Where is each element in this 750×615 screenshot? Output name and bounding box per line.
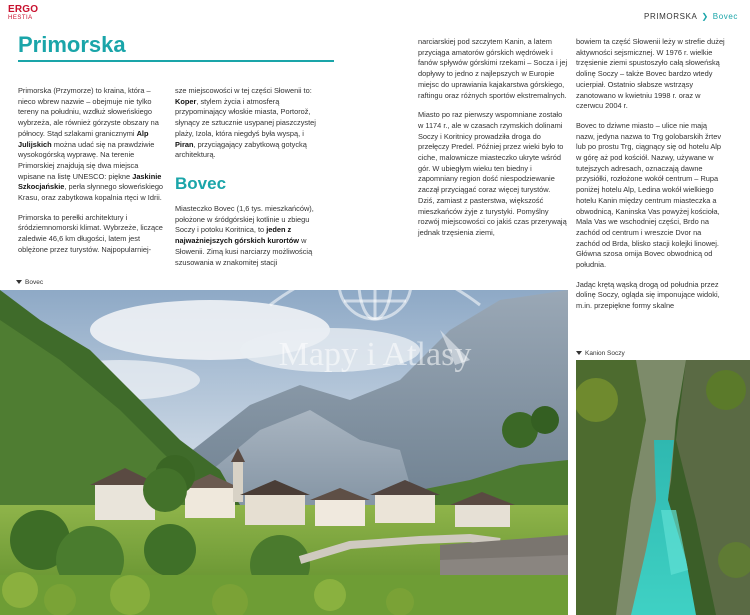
caret-down-icon xyxy=(576,351,582,355)
paragraph: Bovec to dziwne miasto – ulice nie mają nazw, jedyna nazwa to Trg golobarskih žrtev lub po prostu Trg, ciągnący się od hotelu Alp w górę aż pod kościół. Nazwy, używane w tutejszych adresach, oznaczają dawne przysiółki, rozłożone wokół centrum – Rupa poniżej hotelu Alp, Ledina wokół wielkiego hotelu Kanin między centrum miasteczka a obwodnicą, Kaninska Vas powyżej kościoła, Mala Vas we wschodniej części, Brdo na zachód od centrum i wreszcie Dvor na zachód od Brda, blisko stacji kolejki linowej. Główna szosa omija Bovec obwodnicą od południa. xyxy=(576,120,722,270)
kanion-soczy-photo xyxy=(576,360,750,615)
publisher-logo xyxy=(8,5,38,21)
paragraph: Jadąc krętą wąską drogą od południa przez dolinę Soczy, ogląda się imponujące widoki, m.in. przepiękne formy skalne xyxy=(576,279,720,311)
watermark-text: Mapy i Atlasy xyxy=(278,336,472,373)
text-column-3 xyxy=(418,37,568,248)
photo-caption-bovec: Bovec xyxy=(16,279,43,286)
paragraph: Miasto po raz pierwszy wspomniane zostało w 1174 r., ale w czasach rzymskich dolinami Soczy i Koritnicy prowadziła droga do przełęczy Predel. Później przez wieki było to ciche, malownicze miasteczko ukryte wśród gór. W ubiegłym wieku ten biedny i zapomniany region dość niespodziewanie zaczął przyciągać coraz więcej turystów. Dziś, zamiast z pasterstwa, większość mieszkańców żyje z turystyki. Pomyślny rozwój miejscowości co jakiś czas przerywają jednak trzęsienia ziemi, xyxy=(418,110,567,237)
text-column-1 xyxy=(18,86,165,265)
paragraph: narciarskiej pod szczytem Kanin, a latem przyciąga amatorów górskich wędrówek i fanów spływów górskimi rzekami – Socza i jej dopływy to jedno z najlepszych w Europie miejsc do uprawiania kajakarstwa górskiego, raftingu oraz różnych sportów ekstremalnych. xyxy=(418,37,568,100)
paragraph: Miasteczko Bovec (1,6 tys. mieszkańców), położone w śródgórskiej kotlinie u zbiegu Soczy i potoku Koritnica, to jeden z najważniejszych górskich kurortów w Słowenii. Zimą kusi narciarzy możliwością szusowania w znakomitej stacji xyxy=(175,204,314,267)
breadcrumb xyxy=(644,12,738,21)
logo-line-2: HESTIA xyxy=(8,15,33,21)
bovec-landscape-photo xyxy=(0,290,568,615)
page-title: Primorska xyxy=(18,32,126,57)
text-column-2 xyxy=(175,86,325,170)
logo-line-1: ERGO xyxy=(8,4,39,15)
breadcrumb-section: PRIMORSKA xyxy=(644,12,698,21)
paragraph: Primorska (Przymorze) to kraina, która – nieco wbrew nazwie – obejmuje nie tylko tereny na południu, wzdłuż słoweńskiego wybrzeża, ale również górzyste obszary na północy. Stąd szlakami granicznymi Alp Julijskich można udać się na prawdziwie wysokogórską wyprawę. Na terenie Primorskiej znajdują się dwa miejsca wpisane na listę UNESCO: piękne Jaskinie Szkocjańskie, perła słynnego słoweńskiego Krasu, oraz zabytkowa kopalnia rtęci w Idrii. xyxy=(18,86,164,203)
breadcrumb-current: Bovec xyxy=(712,12,738,21)
chevron-right-icon: ❯ xyxy=(701,12,709,21)
paragraph: sze miejscowości w tej części Słowenii to: Koper, stylem życia i atmosferą przypominający włoskie miasta, Portorož, słynący ze sztucznie usypanej piaszczystej plaży, Izola, która niegdyś była wyspą, i Piran, przyciągający zabytkową gotycką architekturą. xyxy=(175,86,316,160)
caret-down-icon xyxy=(16,280,22,284)
text-column-2b xyxy=(175,204,325,277)
text-column-4 xyxy=(576,37,726,321)
photo-caption-kanion: Kanion Soczy xyxy=(576,350,625,357)
title-underline xyxy=(18,60,334,62)
paragraph: Primorska to perełki architektury i śródziemnomorski klimat. Wybrzeże, liczące zaledwie 46,6 km długości, latem jest oblężone przez turystów. Najpopularniej- xyxy=(18,212,163,254)
section-heading: Bovec xyxy=(175,174,227,193)
paragraph: bowiem ta część Słowenii leży w strefie dużej aktywności sejsmicznej. W 1976 r. wielkie trzęsienie ziemi spustoszyło całą słoweńską dolinę Soczy – także Bovec bardzo wtedy ucierpiał. Ostatnio słabsze wstrząsy zanotowano w kwietniu 1998 r. oraz w czerwcu 2004 r. xyxy=(576,37,725,111)
